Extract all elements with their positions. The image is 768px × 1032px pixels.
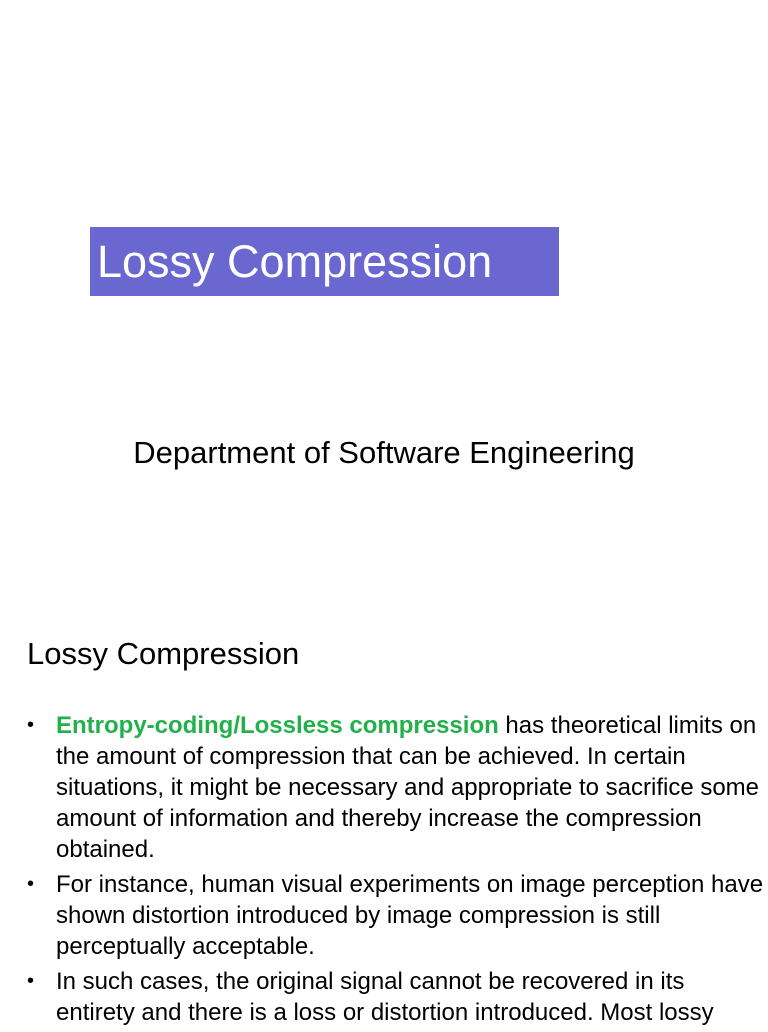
content-slide xyxy=(0,576,768,1024)
title-banner xyxy=(90,227,559,296)
bullet-marker: • xyxy=(27,970,35,992)
bullet-list xyxy=(27,710,767,1032)
bullet-item xyxy=(27,966,767,1028)
bullet-text: For instance, human visual experiments on image perception have shown distortion introduced by image compression is still perceptually acceptable. xyxy=(56,871,764,960)
bullet-marker: • xyxy=(27,873,35,895)
bullet-text: has theoretical limits on the amount of compression that can be achieved. In certain situations, it might be necessary and appropriate to sacrifice some amount of information and thereby increase the compression obtained. xyxy=(56,712,760,863)
bullet-marker: • xyxy=(27,714,35,736)
bullet-highlight: Entropy-coding/Lossless compression xyxy=(56,712,499,739)
slide-title: Lossy Compression xyxy=(97,236,493,287)
slide-subtitle: Department of Software Engineering xyxy=(133,435,635,470)
bullet-item xyxy=(27,869,767,962)
bullet-text: In such cases, the original signal cannot be recovered in its entirety and there is a loss or distortion introduced. Most lossy xyxy=(56,968,714,1026)
bullet-item xyxy=(27,710,767,865)
content-slide-title: Lossy Compression xyxy=(27,636,300,671)
